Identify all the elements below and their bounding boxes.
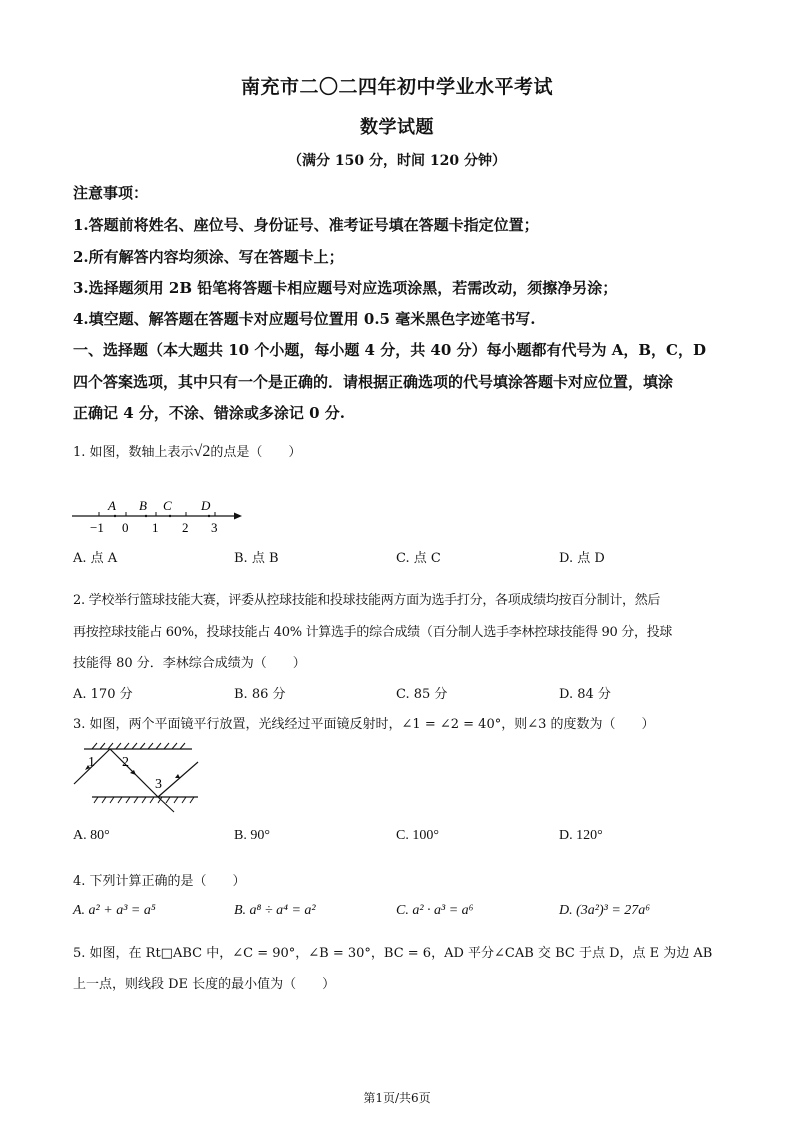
point-a-label: A (108, 498, 116, 513)
score-time: （满分 150 分，时间 120 分钟） (288, 153, 506, 169)
q5-stem-line: 5. 如图，在 Rt□ABC 中，∠C = 90°，∠B = 30°，BC = 6，AD 平分∠CAB 交 BC 于点 D，点 E 为边 AB (73, 946, 713, 961)
notice-heading: 注意事项： (73, 184, 149, 202)
exam-title: 南充市二〇二四年初中学业水平考试 (240, 76, 553, 98)
option-c[interactable]: C. 100° (396, 828, 439, 843)
angle-1-label: 1 (88, 755, 95, 770)
q2-stem-line: 技能得 80 分．李林综合成绩为（ ） (73, 656, 306, 671)
angle-3-label: 3 (155, 777, 162, 792)
option-c[interactable]: C. a² · a³ = a⁶ (396, 903, 474, 918)
option-c[interactable]: C. 85 分 (396, 687, 448, 702)
option-a[interactable]: A. 80° (73, 828, 110, 843)
point-b-label: B (139, 498, 147, 513)
option-c[interactable]: C. 点 C (396, 551, 441, 566)
section-intro-line: 四个答案选项，其中只有一个是正确的．请根据正确选项的代号填涂答题卡对应位置，填涂 (73, 373, 674, 391)
page-number: 第1页/共6页 (363, 1091, 431, 1105)
notice-item: 4.填空题、解答题在答题卡对应题号位置用 0.5 毫米黑色字迹笔书写. (73, 310, 536, 328)
q2-stem-line: 再按控球技能占 60%，投球技能占 40% 计算选手的综合成绩（百分制人选手李林控球技能得 90 分，投球 (73, 625, 673, 640)
q1-stem-after: 的点是（ ） (210, 445, 302, 460)
tick-label: 1 (152, 520, 159, 535)
section-intro-line: 一、选择题（本大题共 10 个小题，每小题 4 分，共 40 分）每小题都有代号为 A，B，C，D (73, 341, 707, 359)
number-line-figure (70, 496, 250, 540)
option-a[interactable]: A. 170 分 (73, 687, 133, 702)
exam-subject: 数学试题 (360, 117, 434, 138)
option-d[interactable]: D. (3a²)³ = 27a⁶ (559, 903, 651, 918)
section-intro-line: 正确记 4 分，不涂、错涂或多涂记 0 分. (73, 404, 345, 422)
notice-item: 2.所有解答内容均须涂、写在答题卡上； (73, 248, 344, 266)
sqrt2-symbol: √2 (193, 443, 211, 460)
option-b[interactable]: B. 90° (234, 828, 270, 843)
option-a[interactable]: A. 点 A (73, 551, 118, 566)
point-c-label: C (163, 498, 172, 513)
option-b[interactable]: B. a⁸ ÷ a⁴ = a² (234, 903, 316, 918)
point-d-label: D (201, 498, 211, 513)
q4-stem: 4. 下列计算正确的是（ ） (73, 874, 246, 889)
q1-stem-before: 1. 如图，数轴上表示 (73, 445, 194, 460)
option-d[interactable]: D. 点 D (559, 551, 605, 566)
q1-stem (73, 441, 301, 461)
tick-label: 0 (122, 520, 129, 535)
mirror-figure (70, 742, 205, 814)
option-d[interactable]: D. 120° (559, 828, 603, 843)
tick-label: 3 (211, 520, 218, 535)
option-b[interactable]: B. 86 分 (234, 687, 286, 702)
notice-item: 3.选择题须用 2B 铅笔将答题卡相应题号对应选项涂黑，若需改动，须擦净另涂； (73, 279, 618, 297)
tick-label: −1 (90, 520, 104, 535)
angle-2-label: 2 (122, 755, 129, 770)
tick-label: 2 (182, 520, 189, 535)
notice-item: 1.答题前将姓名、座位号、身份证号、准考证号填在答题卡指定位置； (73, 216, 539, 234)
option-d[interactable]: D. 84 分 (559, 687, 611, 702)
option-b[interactable]: B. 点 B (234, 551, 279, 566)
q5-stem-line: 上一点，则线段 DE 长度的最小值为（ ） (73, 977, 336, 992)
option-a[interactable]: A. a² + a³ = a⁵ (73, 903, 156, 918)
q2-stem-line: 2. 学校举行篮球技能大赛，评委从控球技能和投球技能两方面为选手打分，各项成绩均按百分制计，然后 (73, 593, 661, 608)
q3-stem: 3. 如图，两个平面镜平行放置，光线经过平面镜反射时，∠1 = ∠2 = 40°，则∠3 的度数为（ ） (73, 717, 655, 732)
